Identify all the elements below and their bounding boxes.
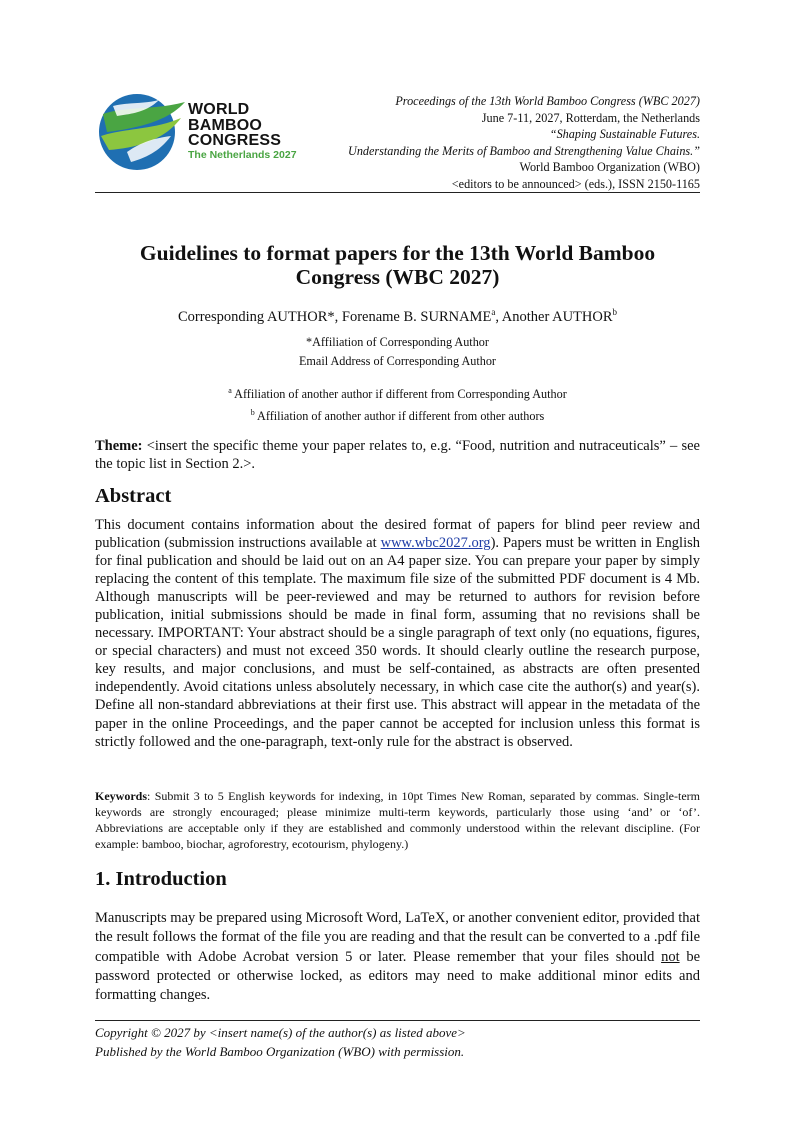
bamboo-globe-icon — [97, 92, 189, 172]
header-rule — [95, 192, 700, 193]
theme-paragraph — [95, 437, 700, 473]
intro-underlined-not: not — [661, 948, 680, 965]
copyright-line: Copyright © 2027 by <insert name(s) of the author(s) as listed above> — [95, 1025, 466, 1040]
proceedings-line-1: Proceedings of the 13th World Bamboo Congress (WBC 2027) — [395, 94, 700, 108]
author-1: Corresponding AUTHOR*, Forename B. SURNAME — [177, 309, 492, 325]
intro-text-before: Manuscripts may be prepared using Microsoft Word, LaTeX, or another convenient editor, provided that the result follows the format of the file you are reading and that the result can be converted to a .pdf file compatible with Adobe Acrobat version 5 or later. Please remember that your files should — [95, 910, 700, 965]
theme-text: <insert the specific theme your paper relates to, e.g. “Food, nutrition and nutraceuticals” – see the topic list in Section 2.>. — [95, 438, 700, 472]
proceedings-info — [270, 93, 700, 193]
abstract-paragraph — [95, 516, 700, 751]
published-line: Published by the World Bamboo Organization (WBO) with permission. — [95, 1043, 465, 1059]
introduction-paragraph — [95, 909, 700, 1005]
affil-a-text: Affiliation of another author if different from Corresponding Author — [231, 387, 567, 401]
intro-text-after: be password protected or otherwise locked, as editors may need to make additional minor edits and formatting changes. — [95, 948, 701, 1004]
proceedings-line-3: “Shaping Sustainable Futures. — [549, 127, 700, 142]
proceedings-line-4: Understanding the Merits of Bamboo and Strengthening Value Chains.” — [348, 143, 700, 158]
footer-rule — [95, 1020, 700, 1021]
author-2: , Another AUTHOR — [495, 309, 613, 325]
keywords-label: Keywords — [95, 789, 147, 803]
author-list — [95, 303, 700, 326]
keywords-paragraph — [95, 789, 700, 853]
affil-a-sup: a — [228, 386, 232, 395]
abstract-text-after: ). Papers must be written in English for final publication and should be laid out on an A4 paper size. You can prepare your paper by simply replacing the content of this template. The maximum file size of the submitted PDF document is 4 Mb. Although manuscripts will be peer-reviewed and may be returned to authors for revision before publication, initial submissions should be made in final form, assuming that no revisions shall be necessary. IMPORTANT: Your abstract should be a single paragraph of text only (no equations, figures, or special characters) and must not exceed 350 words. It should clearly outline the research purpose, key results, and major conclusions, and must be self-contained, as abstracts are often presented independently. Avoid citations unless absolutely necessary, in which case cite the author(s) and year(s). Define all non-standard abbreviations at their first use. This abstract will appear in the metadata of the paper in the online Proceedings, and the paper cannot be accepted for inclusion unless this format is strictly followed and the one-paragraph, text-only rule for the abstract is observed. — [95, 535, 700, 750]
title-line-2: Congress (WBC 2027) — [295, 265, 500, 289]
author-2-sup: b — [612, 307, 618, 317]
proceedings-line-6: <editors to be announced> (eds.), ISSN 2150-1165 — [451, 176, 700, 191]
corr-email-text: Email Address of Corresponding Author — [298, 353, 496, 368]
corr-affil-text: *Affiliation of Corresponding Author — [306, 335, 489, 349]
theme-label: Theme: — [95, 438, 143, 454]
affil-b — [95, 404, 700, 426]
logo-line-netherlands: The Netherlands 2027 — [188, 148, 297, 161]
proceedings-line-2: June 7-11, 2027, Rotterdam, the Netherlands — [481, 110, 700, 125]
paper-title — [95, 241, 700, 289]
introduction-heading: 1. Introduction — [95, 868, 227, 890]
affil-b-sup: b — [250, 407, 255, 417]
other-affiliations — [95, 382, 700, 425]
logo-line-world: WORLD — [188, 101, 250, 118]
logo-line-bamboo: BAMBOO — [188, 116, 263, 134]
proceedings-line-5: World Bamboo Organization (WBO) — [519, 160, 700, 175]
wbc-website-link[interactable]: www.wbc2027.org — [380, 535, 491, 552]
affil-a — [95, 382, 700, 404]
author-1-sup: a — [491, 307, 496, 317]
corresponding-affiliation — [95, 333, 700, 370]
keywords-text: : Submit 3 to 5 English keywords for indexing, in 10pt Times New Roman, separated by commas. Single-term keywords are strongly encouraged; please minimize multi-term keywords, particularly those using ‘and’ or ‘of’. Abbreviations are acceptable only if they are established and commonly understood within the relevant discipline. (For example: bamboo, biochar, agroforestry, ecotourism, phylogeny.) — [95, 789, 700, 851]
abstract-heading: Abstract — [95, 485, 172, 507]
logo-line-congress: CONGRESS — [188, 132, 282, 149]
copyright-block — [95, 1024, 700, 1062]
wbc-logo — [97, 92, 297, 172]
title-line-1: Guidelines to format papers for the 13th World Bamboo — [139, 241, 656, 265]
abstract-text-before: This document contains information about the desired format of papers for blind peer review and publication (submission instructions available at — [95, 517, 700, 552]
affil-b-text: Affiliation of another author if different from other authors — [254, 408, 545, 423]
